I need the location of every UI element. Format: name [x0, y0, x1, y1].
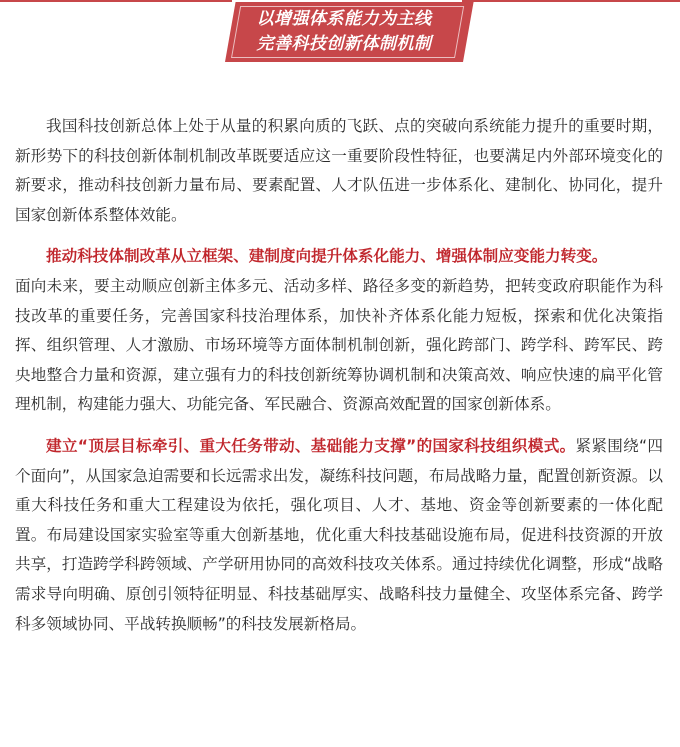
header-rule-left	[0, 0, 232, 2]
section-title	[225, 7, 463, 57]
section-title-line-2: 完善科技创新体制机制	[256, 34, 432, 54]
paragraph-3-text: 紧紧围绕“四个面向”，从国家急迫需要和长远需求出发，凝练科技问题，布局战略力量，配置创新资源。以重大科技任务和重大工程建设为依托，强化项目、人才、基地、资金等创新要素的一体化配置。布局建设国家实验室等重大创新基地，优化重大科技基础设施布局，促进科技资源的开放共享，打造跨学科跨领域、产学研用协同的高效科技攻关体系。通过持续优化调整，形成“战略需求导向明确、原创引领特征明显、科技基础厚实、战略科技力量健全、攻坚体系完备、跨学科多领域协同、平战转换顺畅”的科技发展新格局。	[15, 436, 663, 633]
paragraph-2-heading: 推动科技体制改革从立框架、建制度向提升体系化能力、增强体制应变能力转变。	[46, 247, 608, 266]
article-body	[15, 112, 663, 651]
header-rule-right	[462, 0, 680, 2]
section-title-line-1: 以增强体系能力为主线	[256, 9, 432, 29]
paragraph-2	[15, 242, 663, 420]
paragraph-3-heading: 建立“顶层目标牵引、重大任务带动、基础能力支撑”的国家科技组织模式。	[46, 436, 576, 455]
section-title-banner	[225, 2, 463, 62]
paragraph-3	[15, 432, 663, 639]
paragraph-1	[15, 112, 663, 230]
paragraph-1-text: 我国科技创新总体上处于从量的积累向质的飞跃、点的突破向系统能力提升的重要时期，新形势下的科技创新体制机制改革既要适应这一重要阶段性特征，也要满足内外部环境变化的新要求，推动科技创新力量布局、要素配置、人才队伍进一步体系化、建制化、协同化，提升国家创新体系整体效能。	[15, 117, 663, 224]
paragraph-2-text: 面向未来，要主动顺应创新主体多元、活动多样、路径多变的新趋势，把转变政府职能作为科技改革的重要任务，完善国家科技治理体系，加快补齐体系化能力短板，探索和优化决策指挥、组织管理、人才激励、市场环境等方面体制机制创新，强化跨部门、跨学科、跨军民、跨央地整合力量和资源，建立强有力的科技创新统筹协调机制和决策高效、响应快速的扁平化管理机制，构建能力强大、功能完备、军民融合、资源高效配置的国家创新体系。	[15, 276, 663, 414]
